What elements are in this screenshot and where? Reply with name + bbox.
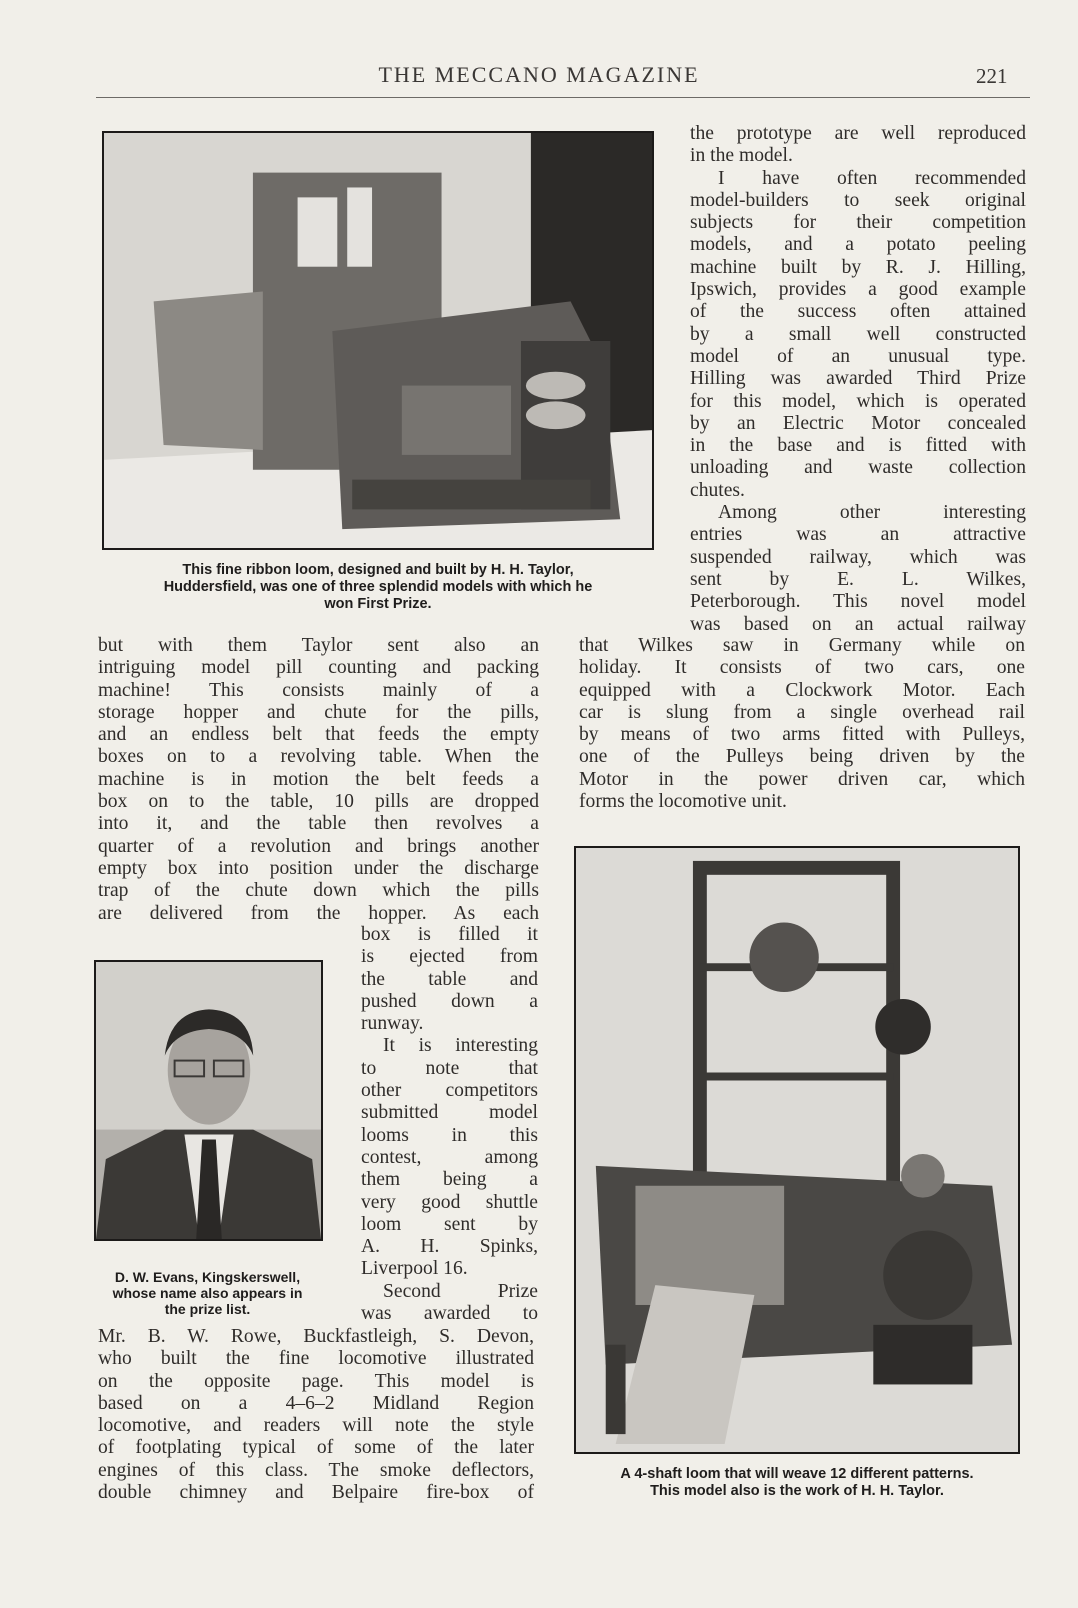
text-line: entries was an attractive <box>690 524 1026 546</box>
text-line: empty box into position under the discharge <box>98 857 539 879</box>
text-line: quarter of a revolution and brings another <box>98 835 539 857</box>
text-line: box is filled it <box>361 924 538 945</box>
magazine-title: THE MECCANO MAGAZINE <box>378 62 700 87</box>
text-line: runway. <box>361 1013 424 1035</box>
text-line: storage hopper and chute for the pills, <box>98 701 539 723</box>
text-line: in the model. <box>690 145 793 167</box>
text-line: Second Prize <box>383 1280 538 1302</box>
text-line: and an endless belt that feeds the empty <box>98 724 539 746</box>
text-line: into it, and the table then revolves a <box>98 813 539 835</box>
text-line: the table and <box>361 968 538 990</box>
text-line: Hilling was awarded Third Prize <box>690 368 1026 390</box>
text-line: model of an unusual type. <box>690 345 1026 367</box>
ribbon-loom-photo <box>102 131 654 550</box>
text-line: are delivered from the hopper. As each <box>98 902 539 924</box>
caption-line: A 4-shaft loom that will weave 12 different patterns. <box>620 1466 974 1482</box>
text-line: is ejected from <box>361 946 538 968</box>
text-line: submitted model <box>361 1102 538 1124</box>
text-line: one of the Pulleys being driven by the <box>579 746 1025 768</box>
text-line: locomotive, and readers will note the style <box>98 1415 534 1437</box>
text-line: of footplating typical of some of the later <box>98 1437 534 1459</box>
text-line: based on a 4–6–2 Midland Region <box>98 1392 534 1414</box>
text-line: Motor in the power driven car, which <box>579 768 1025 790</box>
text-line: engines of this class. The smoke deflectors, <box>98 1459 534 1481</box>
text-line: Ipswich, provides a good example <box>690 279 1026 301</box>
text-line: by means of two arms fitted with Pulleys, <box>579 724 1025 746</box>
text-line: subjects for their competition <box>690 212 1026 234</box>
text-line: but with them Taylor sent also an <box>98 635 539 656</box>
text-line: by an Electric Motor concealed <box>690 412 1026 434</box>
text-line: them being a <box>361 1169 538 1191</box>
header-rule <box>96 97 1030 98</box>
caption-line: Huddersfield, was one of three splendid models with which he <box>163 579 593 595</box>
text-line: the prototype are well reproduced <box>690 123 1026 144</box>
caption-line: whose name also appears in <box>112 1285 303 1301</box>
text-line: sent by E. L. Wilkes, <box>690 568 1026 590</box>
caption-line: This model also is the work of H. H. Taylor. <box>650 1483 944 1499</box>
text-line: was awarded to <box>361 1303 538 1325</box>
text-line: in the base and is fitted with <box>690 435 1026 457</box>
text-line: was based on an actual railway <box>690 613 1026 635</box>
text-line: forms the locomotive unit. <box>579 791 787 813</box>
text-line: equipped with a Clockwork Motor. Each <box>579 679 1025 701</box>
text-line: unloading and waste collection <box>690 457 1026 479</box>
text-line: looms in this <box>361 1124 538 1146</box>
text-line: Liverpool 16. <box>361 1258 468 1280</box>
text-line: suspended railway, which was <box>690 546 1026 568</box>
caption-line: D. W. Evans, Kingskerswell, <box>114 1269 301 1285</box>
text-line: boxes on to a revolving table. When the <box>98 746 539 768</box>
text-line: models, and a potato peeling <box>690 234 1026 256</box>
caption-line: won First Prize. <box>324 596 432 612</box>
evans-portrait-photo <box>94 960 323 1241</box>
ribbon-loom-caption <box>96 562 660 613</box>
shaft-loom-photo <box>574 846 1020 1454</box>
text-line: Mr. B. W. Rowe, Buckfastleigh, S. Devon, <box>98 1326 534 1347</box>
text-line: to note that <box>361 1057 538 1079</box>
text-line: intriguing model pill counting and packing <box>98 657 539 679</box>
text-line: car is slung from a single overhead rail <box>579 701 1025 723</box>
text-line: very good shuttle <box>361 1191 538 1213</box>
text-line: It is interesting <box>383 1035 538 1057</box>
text-line: A. H. Spinks, <box>361 1236 538 1258</box>
page-number: 221 <box>976 64 1008 88</box>
text-line: pushed down a <box>361 990 538 1012</box>
text-line: for this model, which is operated <box>690 390 1026 412</box>
text-line: contest, among <box>361 1146 538 1168</box>
text-line: model-builders to seek original <box>690 189 1026 211</box>
text-line: by a small well constructed <box>690 323 1026 345</box>
text-line: loom sent by <box>361 1213 538 1235</box>
left-column-top <box>98 635 539 925</box>
caption-line: This fine ribbon loom, designed and built by H. H. Taylor, <box>182 562 574 578</box>
text-line: machine built by R. J. Hilling, <box>690 256 1026 278</box>
right-column-middle <box>579 635 1025 813</box>
text-line: machine is in motion the belt feeds a <box>98 768 539 790</box>
text-line: that Wilkes saw in Germany while on <box>579 635 1025 656</box>
left-column-bottom <box>98 1326 534 1504</box>
text-line: Peterborough. This novel model <box>690 591 1026 613</box>
evans-portrait-caption <box>86 1269 329 1317</box>
left-column-narrow <box>361 924 538 1325</box>
text-line: box on to the table, 10 pills are dropped <box>98 791 539 813</box>
text-line: double chimney and Belpaire fire-box of <box>98 1482 534 1504</box>
text-line: holiday. It consists of two cars, one <box>579 657 1025 679</box>
text-line: trap of the chute down which the pills <box>98 880 539 902</box>
text-line: on the opposite page. This model is <box>98 1370 534 1392</box>
caption-line: the prize list. <box>164 1301 251 1317</box>
shaft-loom-caption <box>562 1466 1032 1500</box>
text-line: I have often recommended <box>718 167 1026 189</box>
text-line: Among other interesting <box>718 502 1026 524</box>
right-column-top <box>690 123 1026 636</box>
text-line: machine! This consists mainly of a <box>98 679 539 701</box>
text-line: who built the fine locomotive illustrated <box>98 1348 534 1370</box>
text-line: other competitors <box>361 1080 538 1102</box>
text-line: of the success often attained <box>690 301 1026 323</box>
text-line: chutes. <box>690 479 745 501</box>
